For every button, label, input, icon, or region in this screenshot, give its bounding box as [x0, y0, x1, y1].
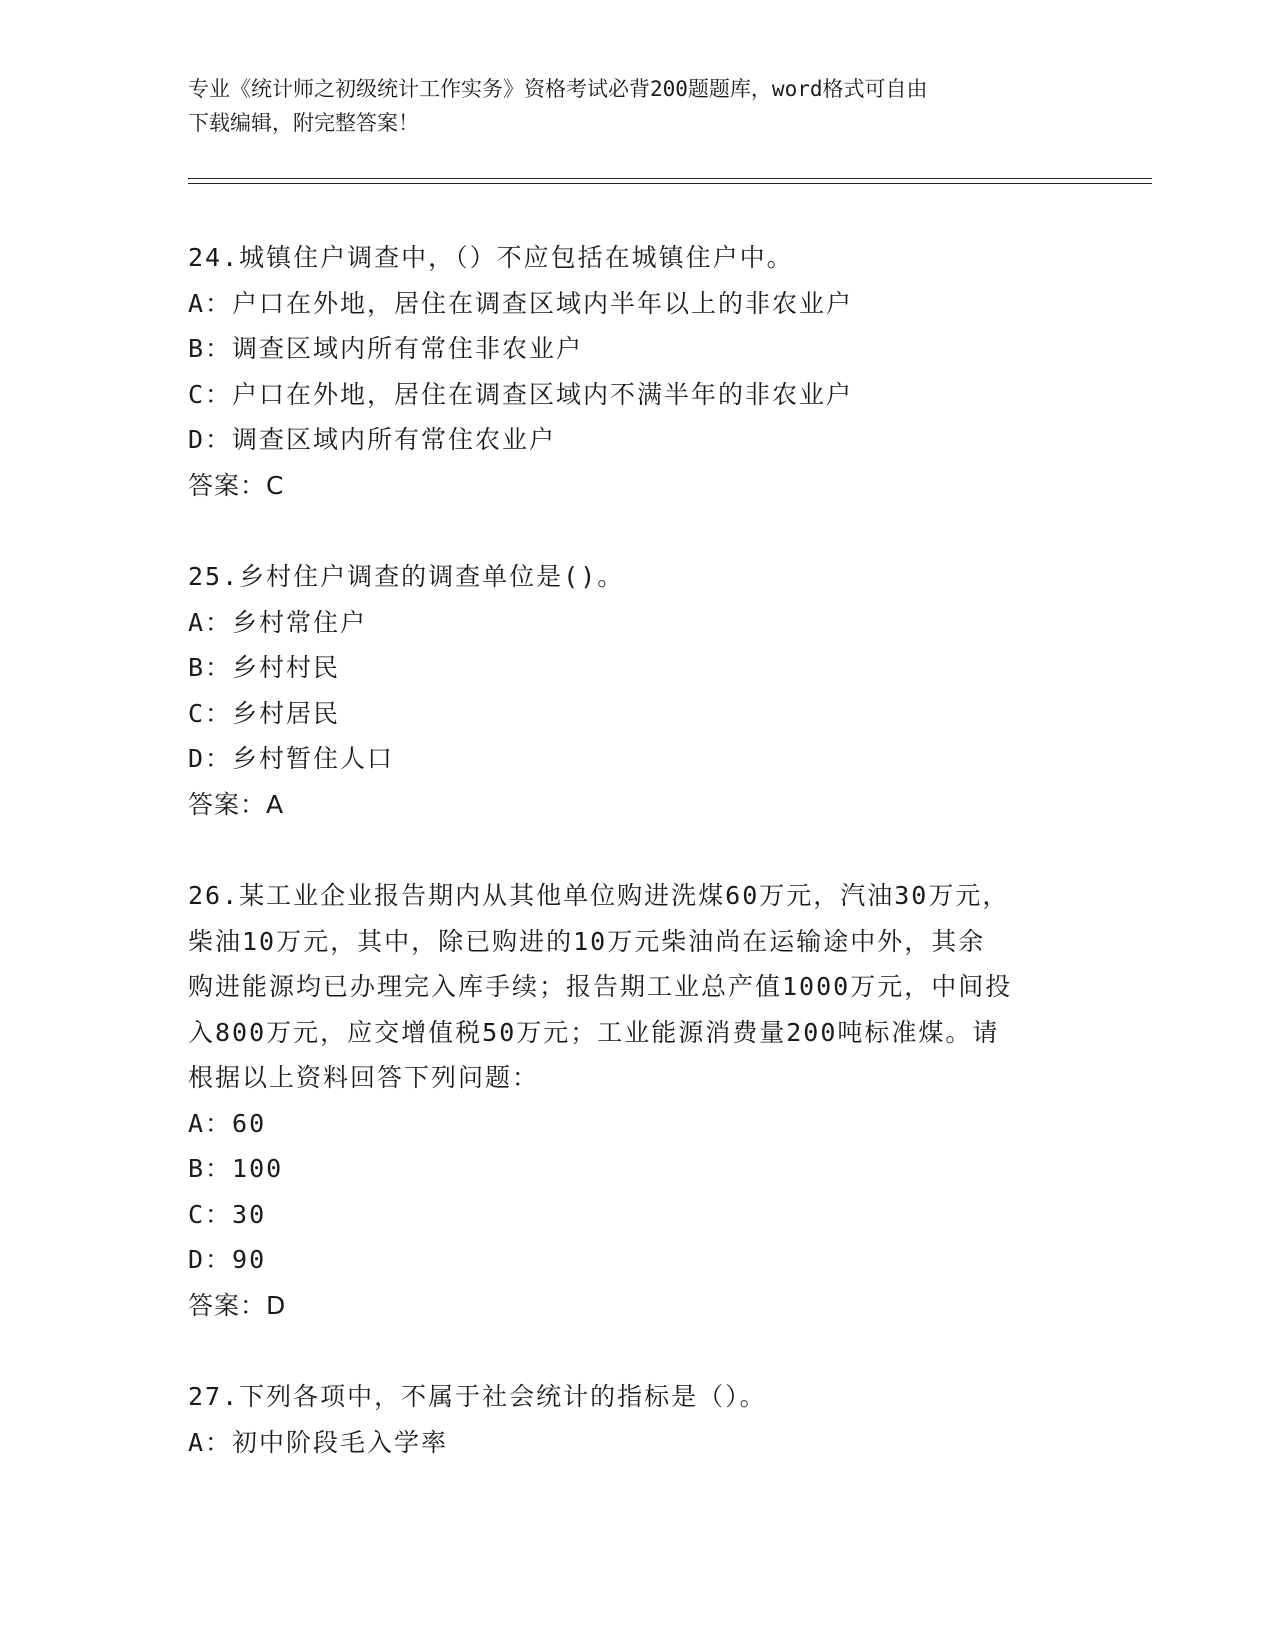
question-stem-line: 购进能源均已办理完入库手续；报告期工业总产值1000万元，中间投	[188, 972, 1013, 1001]
option-b: B：乡村村民	[188, 653, 341, 682]
question-25	[188, 554, 1088, 827]
question-stem-line: 根据以上资料回答下列问题：	[188, 1063, 540, 1092]
answer: 答案：D	[188, 1290, 287, 1320]
header-line-1: 专业《统计师之初级统计工作实务》资格考试必背200题题库，word格式可自由	[188, 77, 928, 101]
option-d: D：90	[188, 1245, 267, 1274]
question-stem: 27.下列各项中，不属于社会统计的指标是（）。	[188, 1382, 767, 1411]
option-c: C：户口在外地，居住在调查区域内不满半年的非农业户	[188, 379, 854, 409]
option-d: D：乡村暂住人口	[188, 744, 395, 773]
question-stem-line: 26.某工业企业报告期内从其他单位购进洗煤60万元，汽油30万元，	[188, 881, 1010, 910]
question-27	[188, 1374, 1088, 1465]
option-c: C：乡村居民	[188, 698, 341, 728]
question-24	[188, 235, 1088, 508]
option-a: A：户口在外地，居住在调查区域内半年以上的非农业户	[188, 288, 854, 318]
header-divider	[188, 178, 1152, 184]
question-stem: 25.乡村住户调查的调查单位是()。	[188, 562, 625, 591]
question-stem-line: 柴油10万元，其中，除已购进的10万元柴油尚在运输途中外，其余	[188, 926, 986, 956]
question-stem-line: 入800万元，应交增值税50万元；工业能源消费量200吨标准煤。请	[188, 1017, 1000, 1047]
option-a: A：初中阶段毛入学率	[188, 1427, 449, 1457]
document-header	[188, 72, 1068, 140]
option-a: A：60	[188, 1108, 267, 1138]
question-list	[188, 235, 1088, 1511]
question-stem: 24.城镇住户调查中，（）不应包括在城镇住户中。	[188, 243, 794, 272]
answer: 答案：A	[188, 789, 285, 819]
option-d: D：调查区域内所有常住农业户	[188, 425, 557, 454]
option-c: C：30	[188, 1199, 267, 1229]
option-b: B：100	[188, 1154, 284, 1183]
option-a: A：乡村常住户	[188, 607, 368, 637]
header-line-2: 下载编辑，附完整答案！	[188, 111, 419, 135]
question-26	[188, 873, 1088, 1328]
answer: 答案：C	[188, 470, 285, 500]
option-b: B：调查区域内所有常住非农业户	[188, 334, 584, 363]
